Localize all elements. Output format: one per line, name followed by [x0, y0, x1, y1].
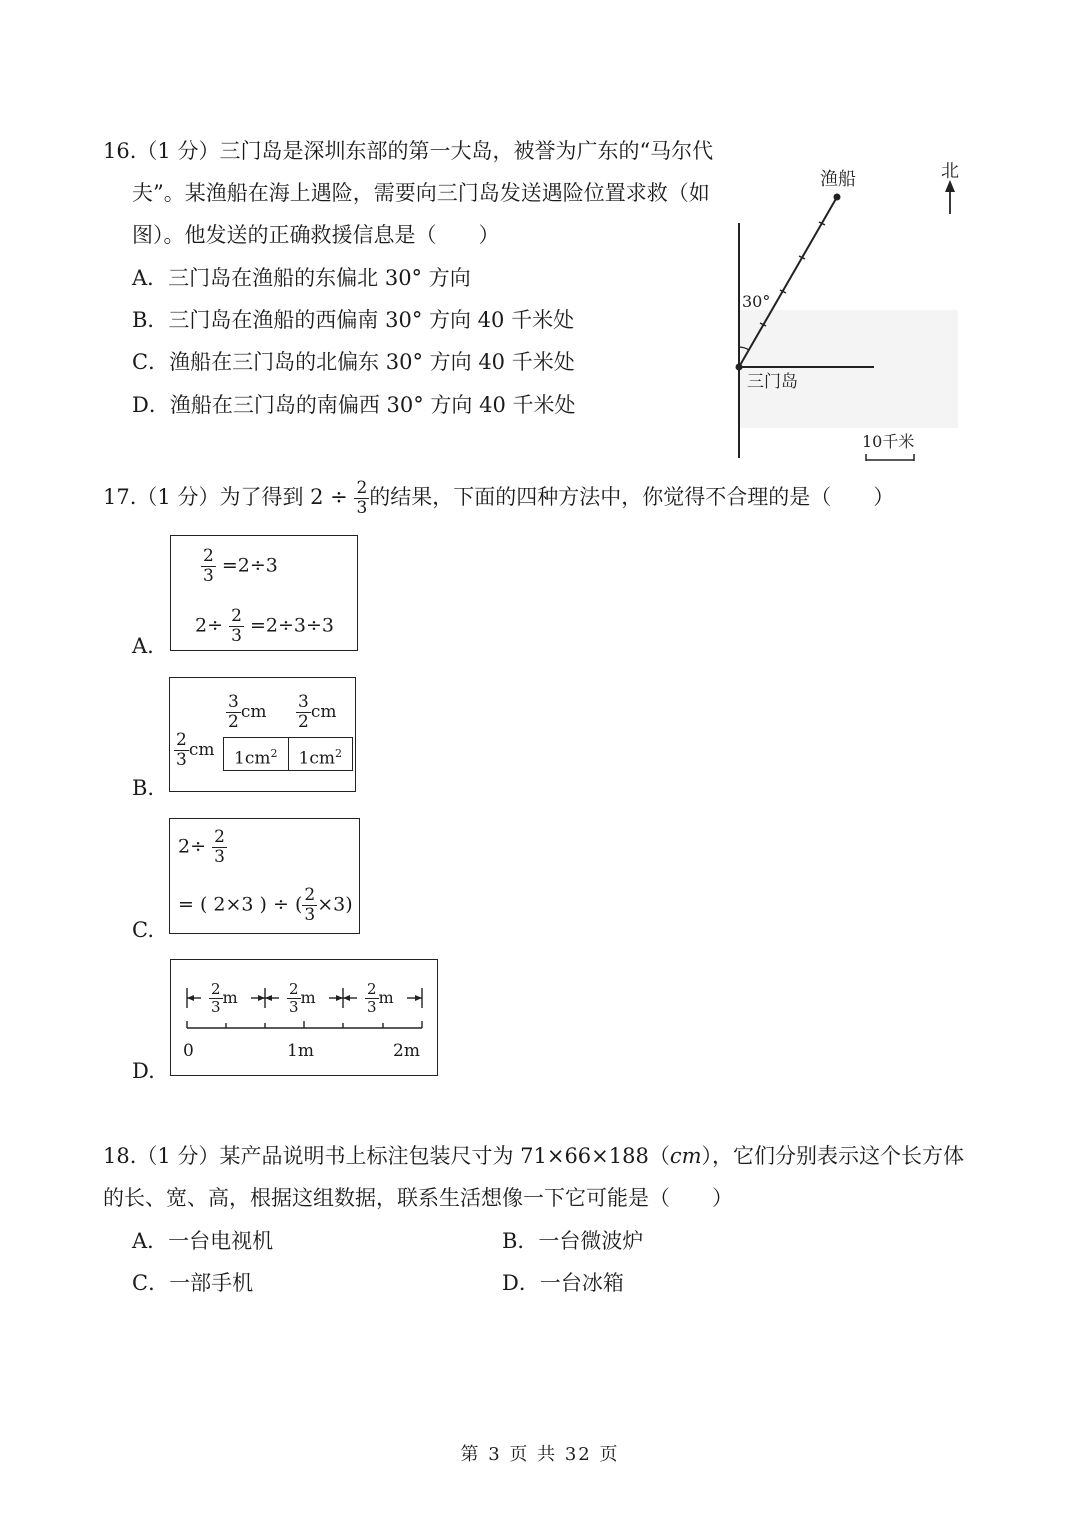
north-label: 北 — [941, 161, 959, 182]
q17-a-frac2: $\frac{2}{3}$ — [231, 606, 242, 646]
q17-a-frac1: $\frac{2}{3}$ — [203, 546, 214, 586]
q17-a-eq1: =2÷3 — [221, 554, 278, 577]
q17-score: （1 分） — [136, 485, 220, 509]
page-footer: 第 3 页 共 32 页 — [460, 1444, 620, 1465]
q18-unit: cm — [669, 1144, 702, 1168]
q18-option-a[interactable]: A．一台电视机 — [132, 1229, 274, 1253]
q17-b-top2: $\frac{3}{2}$ cm — [298, 692, 337, 732]
q16-stem-line3: 图）。他发送的正确救援信息是（ ） — [132, 223, 500, 247]
q17-d-tick2: 2m — [393, 1041, 420, 1061]
q16-stem-line2: 夫”。某渔船在海上遇险，需要向三门岛发送遇险位置求救（如 — [132, 181, 710, 205]
boat-label: 渔船 — [820, 169, 856, 190]
q16-line1 — [103, 138, 713, 164]
q17-number: 17. — [103, 485, 137, 509]
q17-a-prefix2: 2÷ — [195, 614, 224, 637]
q17-prefix: 为了得到 2 ÷ — [219, 485, 355, 509]
q18-line1: 18.（1 分）某产品说明书上标注包装尺寸为 71×66×188（cm），它们分别表示这个长方体 — [103, 1144, 965, 1168]
q17-option-d-box[interactable] — [170, 959, 438, 1076]
q17-option-a-label[interactable]: A. — [132, 634, 154, 658]
q17-a-line1 — [201, 548, 278, 585]
q17-option-c-label[interactable]: C. — [132, 918, 154, 942]
q16-option-c[interactable]: C．渔船在三门岛的北偏东 30° 方向 40 千米处 — [132, 350, 575, 374]
q17-a-eq2: =2÷3÷3 — [249, 614, 334, 637]
q17-c-line1: 2÷ $\frac{2}{3}$ — [178, 827, 225, 867]
q17-c-line2: = ( 2×3 ) ÷ ( $\frac{2}{3}$ ×3) — [178, 885, 353, 925]
angle-label: 30° — [742, 292, 771, 311]
q16-number: 16. — [103, 139, 137, 163]
q16-stem-line1: 三门岛是深圳东部的第一大岛，被誉为广东的“马尔代 — [219, 139, 714, 163]
q17-d-tick1: 1m — [287, 1041, 314, 1061]
q17-b-rect — [223, 737, 353, 771]
q16-score: （1 分） — [136, 139, 220, 163]
q17-fraction: $\frac{2}{3}$ — [356, 478, 368, 518]
q17-b-left: $\frac{2}{3}$ cm — [176, 730, 215, 770]
q18-option-c[interactable]: C．一部手机 — [132, 1271, 254, 1295]
q17-option-a-box[interactable] — [170, 535, 358, 651]
island-label: 三门岛 — [747, 372, 798, 392]
q18-score: （1 分） — [136, 1144, 220, 1168]
q17-d-seg1: $\frac{2}{3}$ m — [211, 980, 238, 1016]
q16-direction-diagram — [720, 150, 980, 470]
q18-option-b[interactable]: B．一台微波炉 — [502, 1229, 644, 1253]
q16-option-d[interactable]: D．渔船在三门岛的南偏西 30° 方向 40 千米处 — [132, 393, 576, 417]
q18-stem-line2: 的长、宽、高，根据这组数据，联系生活想像一下它可能是（ ） — [103, 1186, 733, 1210]
q17-a-line2 — [195, 608, 334, 645]
q17-b-top1: $\frac{3}{2}$ cm — [228, 692, 267, 732]
q17-suffix: 的结果，下面的四种方法中，你觉得不合理的是（ ） — [369, 485, 895, 509]
q17-b-cell1: $1cm^2$ — [224, 738, 289, 770]
q17-d-tick0: 0 — [183, 1041, 194, 1061]
q17-option-d-label[interactable]: D. — [132, 1059, 155, 1083]
q17-option-b-label[interactable]: B. — [132, 776, 155, 800]
q17-b-cell2: $1cm^2$ — [298, 747, 342, 769]
q17-option-c-box[interactable] — [169, 818, 360, 934]
q17-stem — [103, 475, 894, 519]
q16-option-b[interactable]: B．三门岛在渔船的西偏南 30° 方向 40 千米处 — [132, 308, 575, 332]
q16-option-a[interactable]: A．三门岛在渔船的东偏北 30° 方向 — [132, 266, 471, 290]
q17-d-seg2: $\frac{2}{3}$ m — [289, 980, 316, 1016]
q18-option-d[interactable]: D．一台冰箱 — [502, 1271, 624, 1295]
q17-d-seg3: $\frac{2}{3}$ m — [367, 980, 394, 1016]
q17-option-b-box[interactable] — [169, 677, 356, 792]
q18-number: 18. — [103, 1144, 137, 1168]
scale-label: 10千米 — [862, 432, 915, 451]
